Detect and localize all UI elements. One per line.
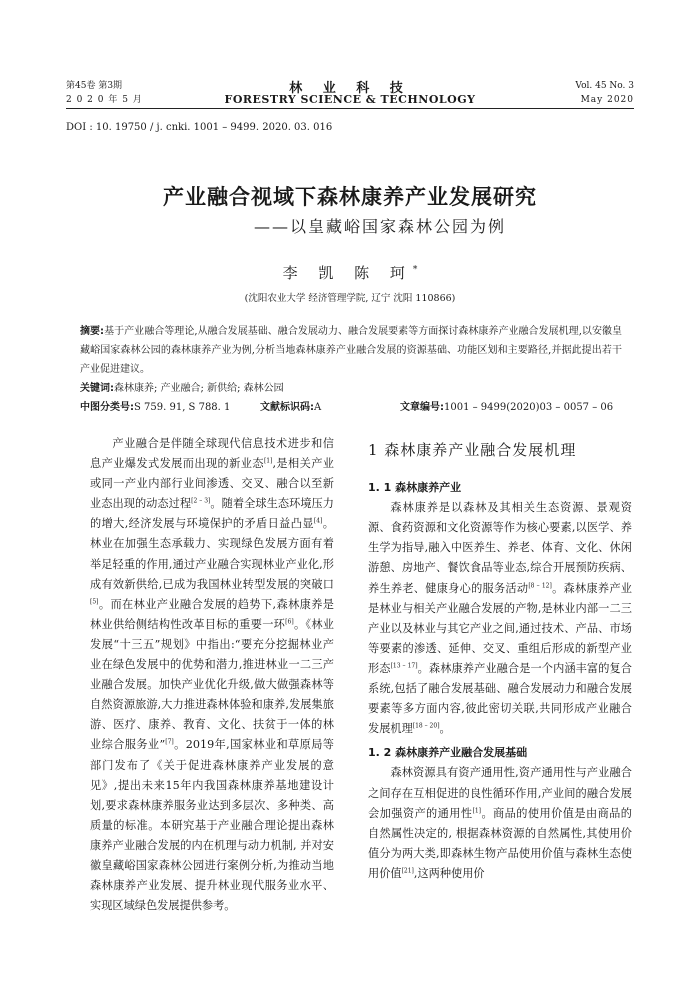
- keywords-label: 关键词:: [80, 383, 114, 394]
- clc-value: S 759. 91, S 788. 1: [134, 402, 231, 413]
- article-title: 产业融合视域下森林康养产业发展研究: [163, 185, 537, 209]
- doc-code: [260, 398, 321, 417]
- text-run: 。森林康养产业融合是一个内涵丰富的复合系统,包括了融合发展基础、融合发展动力和融合发展要素等多方面内容,彼此密切关联,共同形成产业融合发展机理: [368, 661, 632, 736]
- citation: [21]: [401, 867, 414, 875]
- text-run: ,这两种使用价: [413, 866, 485, 880]
- article-subtitle: ——以皇藏峪国家森林公园为例: [253, 217, 506, 236]
- citation: [18 – 20]: [412, 722, 440, 730]
- text-run: 。《林业发展“十三五”规划》中指出:“要充分挖掘林业产业在绿色发展中的优势和潜力,推进林业一二三产业融合发展。加快产业优化升级,做大做强森林等自然资源旅游,大力推进森林体验和康养,发展集旅游、医疗、康养、教育、文化、扶贫于一体的林业综合服务业”: [90, 617, 334, 752]
- text-run: 产业融合是伴随全球现代信息技术进步和信息产业爆发式发展而出现的新业态: [90, 437, 334, 471]
- doi: DOI : 10. 19750 / j. cnki. 1001 – 9499. 2020. 03. 016: [66, 122, 333, 133]
- intro-paragraph: [90, 434, 334, 916]
- article-number-label: 文章编号:: [400, 402, 444, 413]
- left-column: [90, 434, 334, 916]
- article-number: [400, 398, 613, 417]
- section-heading-1-2: 1. 2 森林康养产业融合发展基础: [368, 746, 528, 760]
- volume-issue: 第45卷 第3期: [66, 81, 123, 91]
- doc-code-label: 文献标识码:: [260, 402, 314, 413]
- affiliation: (沈阳农业大学 经济管理学院, 辽宁 沈阳 110866): [244, 293, 456, 304]
- text-run: 。商品的使用价值是由商品的自然属性决定的, 根据森林资源的自然属性,其使用价值分为两大类,即森林生物产品使用价值与森林生态使用价值: [368, 806, 632, 880]
- classification-line: [80, 398, 622, 417]
- citation: [6]: [285, 618, 294, 626]
- author-names: 李 凯 陈 珂: [282, 264, 413, 282]
- text-run: 。林业在加强生态承载力、实现绿色发展方面有着举足轻重的作用,通过产业融合实现林业产业化,形成有效新供给,已成为我国林业转型发展的突破口: [90, 517, 334, 591]
- journal-name-cn: 林 业 科 技: [289, 81, 411, 96]
- authors: [0, 262, 700, 283]
- keywords: [80, 379, 622, 398]
- text-run: 森林康养是以森林及其相关生态资源、景观资源、食药资源和文化资源等作为核心要素,以医学、养生学为指导,融入中医养生、养老、体育、文化、休闲游憩、房地产、餐饮食品等业态,综合开展预防疾病、养生养老、健康身心的服务活动: [368, 501, 632, 595]
- author-footnote-mark: *: [412, 265, 418, 275]
- citation: [7]: [165, 738, 174, 746]
- header-rule: [66, 108, 634, 109]
- section-heading-1: 1 森林康养产业融合发展机理: [368, 441, 577, 459]
- clc-label: 中图分类号:: [80, 402, 134, 413]
- text-run: 。森林康养产业是林业与相关产业融合发展的产物,是林业内部一二三产业以及林业与其它产业之间,通过技术、产品、市场等要素的渗透、延伸、交叉、重组后形成的新型产业形态: [368, 581, 632, 675]
- citation: [4]: [313, 517, 323, 525]
- volume-number-en: Vol. 45 No. 3: [575, 81, 634, 91]
- citation: [1]: [263, 457, 273, 465]
- text-run: 森林资源具有资产通用性,资产通用性与产业融合之间存在互相促进的良性循环作用,产业间的融合发展会加强资产的通用性: [368, 766, 632, 820]
- citation: [1]: [472, 806, 482, 814]
- paragraph-1-2: [368, 763, 632, 884]
- keywords-text: 森林康养; 产业融合; 新供给; 森林公园: [114, 383, 284, 394]
- text-run: 。随着全球生态环境压力的增大,经济发展与环境保护的矛盾日益凸显: [90, 497, 334, 531]
- journal-name-en: FORESTRY SCIENCE & TECHNOLOGY: [224, 93, 476, 106]
- citation: [2 – 3]: [191, 497, 211, 505]
- text-run: ,是相关产业或同一产业内部行业间渗透、交叉、融合以至新业态出现的动态过程: [90, 457, 334, 511]
- citation: [13 – 17]: [390, 662, 418, 670]
- section-heading-1-1: 1. 1 森林康养产业: [368, 481, 462, 495]
- citation: [5]: [90, 598, 99, 606]
- abstract-text: 基于产业融合等理论,从融合发展基础、融合发展动力、融合发展要素等方面探讨森林康养产业融合发展机理,以安徽皇藏峪国家森林公园的森林康养产业为例,分析当地森林康养产业融合发展的资源基础、功能区划和主要路径,并据此提出若干产业促进建议。: [80, 326, 623, 375]
- abstract-label: 摘要:: [80, 326, 105, 337]
- paragraph-1-1: [368, 498, 632, 739]
- text-run: 。而在林业产业融合发展的趋势下,森林康养是林业供给侧结构性改革目标的重要一环: [90, 597, 334, 631]
- abstract: [80, 322, 622, 379]
- right-column: [368, 434, 632, 884]
- publication-date-en: May 2020: [580, 95, 634, 105]
- text-run: 。2019年,国家林业和草原局等部门发布了《关于促进森林康养产业发展的意见》,提出未来15年内我国森林康养基地建设计划,要求森林康养服务业达到多层次、多种类、高质量的标准。本研究基于产业融合理论提出森林康养产业融合发展的内在机理与动力机制, 并对安徽皇藏峪国家森林公园进行案例分析,为推动当地森林康养产业发展、提升林业现代服务业水平、实现区域绿色发展提供参考。: [90, 738, 334, 913]
- publication-date: 2 0 2 0 年 5 月: [66, 95, 143, 105]
- article-number-value: 1001 – 9499(2020)03 – 0057 – 06: [444, 402, 614, 413]
- citation: [8 – 12]: [528, 581, 552, 589]
- doc-code-value: A: [314, 402, 322, 413]
- text-run: 。: [439, 722, 451, 736]
